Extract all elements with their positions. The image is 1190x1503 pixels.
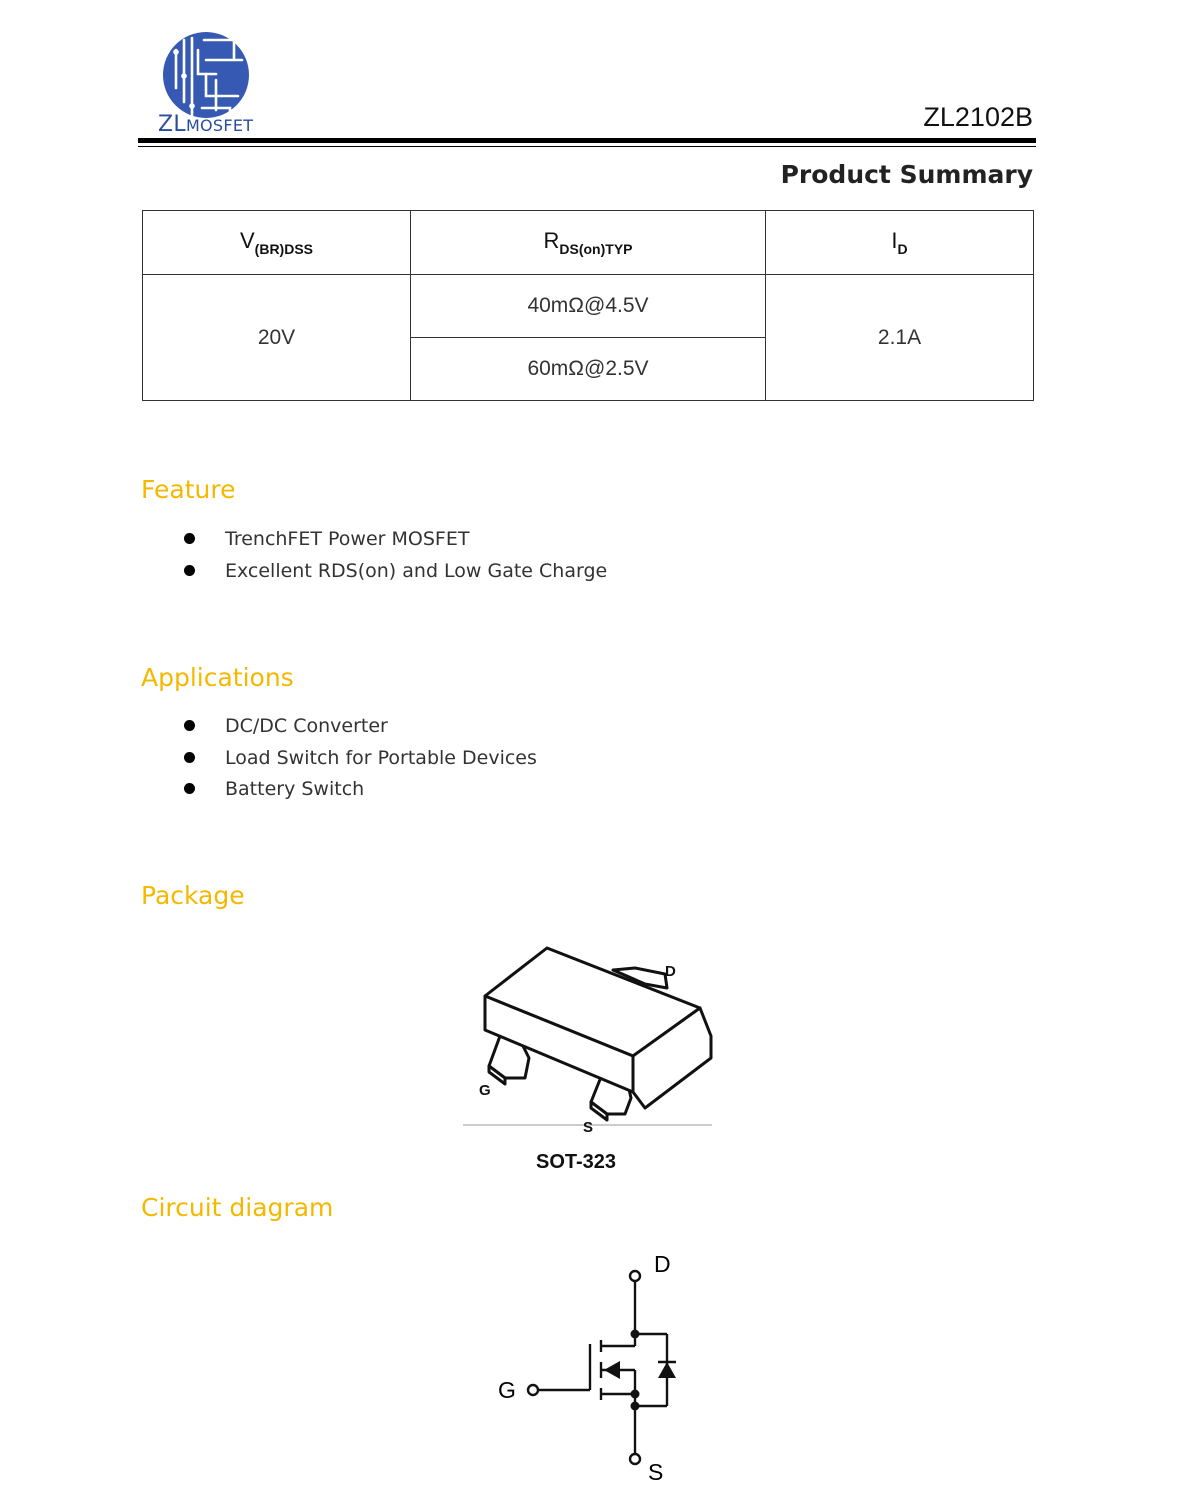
circuit-diagram-title: Circuit diagram (141, 1193, 334, 1222)
product-summary-title: Product Summary (780, 160, 1033, 189)
mosfet-schematic (490, 1248, 710, 1488)
product-summary-table (142, 210, 1034, 401)
bullet-icon (184, 783, 195, 794)
list-item (184, 778, 537, 810)
package-pin-g-label: G (479, 1082, 491, 1099)
bullet-icon (184, 720, 195, 731)
package-name: SOT-323 (536, 1151, 617, 1173)
cell-rds-value-1: 40mΩ@4.5V (411, 275, 766, 338)
package-title: Package (141, 881, 245, 910)
header-rule-thick (138, 138, 1036, 143)
cell-vdss-value: 20V (143, 275, 411, 401)
header-vdss-symbol: V (239, 228, 255, 253)
list-item (184, 715, 537, 747)
package-pin-d-label: D (665, 963, 676, 980)
applications-title: Applications (141, 663, 294, 692)
part-number: ZL2102B (923, 102, 1033, 132)
logo-text-big: ZL (158, 112, 186, 137)
header-rds (411, 211, 766, 275)
circuit-pin-d-label: D (654, 1251, 671, 1277)
cell-rds-value-2: 60mΩ@2.5V (411, 337, 766, 400)
list-item (184, 560, 607, 592)
feature-title: Feature (141, 475, 236, 504)
header-rule-thin (138, 146, 1036, 147)
list-item-text: Excellent RDS(on) and Low Gate Charge (225, 559, 608, 582)
list-item (184, 528, 607, 560)
header-id (766, 211, 1034, 275)
list-item-text: DC/DC Converter (225, 715, 388, 737)
cell-id-value: 2.1A (766, 275, 1034, 401)
logo-text-small: MOSFET (185, 116, 254, 135)
header-vdss (143, 211, 411, 275)
logo-wordmark (158, 112, 253, 137)
list-item (184, 747, 537, 779)
bullet-icon (184, 752, 195, 763)
header-rds-symbol: R (543, 228, 560, 253)
header-vdss-subscript: (BR)DSS (254, 241, 314, 257)
bullet-icon (184, 565, 195, 576)
list-item-text: Load Switch for Portable Devices (225, 746, 537, 769)
bullet-icon (184, 533, 195, 544)
package-pin-s-label: S (583, 1119, 594, 1133)
feature-list (184, 528, 607, 591)
applications-list (184, 715, 537, 810)
list-item-text: TrenchFET Power MOSFET (225, 528, 470, 550)
header-rds-subscript: DS(on)TYP (559, 241, 633, 257)
package-drawing (455, 938, 720, 1133)
header-id-symbol: I (891, 228, 898, 253)
circuit-pin-g-label: G (498, 1377, 516, 1403)
circuit-pin-s-label: S (648, 1459, 664, 1485)
header-id-subscript: D (897, 241, 908, 257)
list-item-text: Battery Switch (225, 778, 365, 800)
